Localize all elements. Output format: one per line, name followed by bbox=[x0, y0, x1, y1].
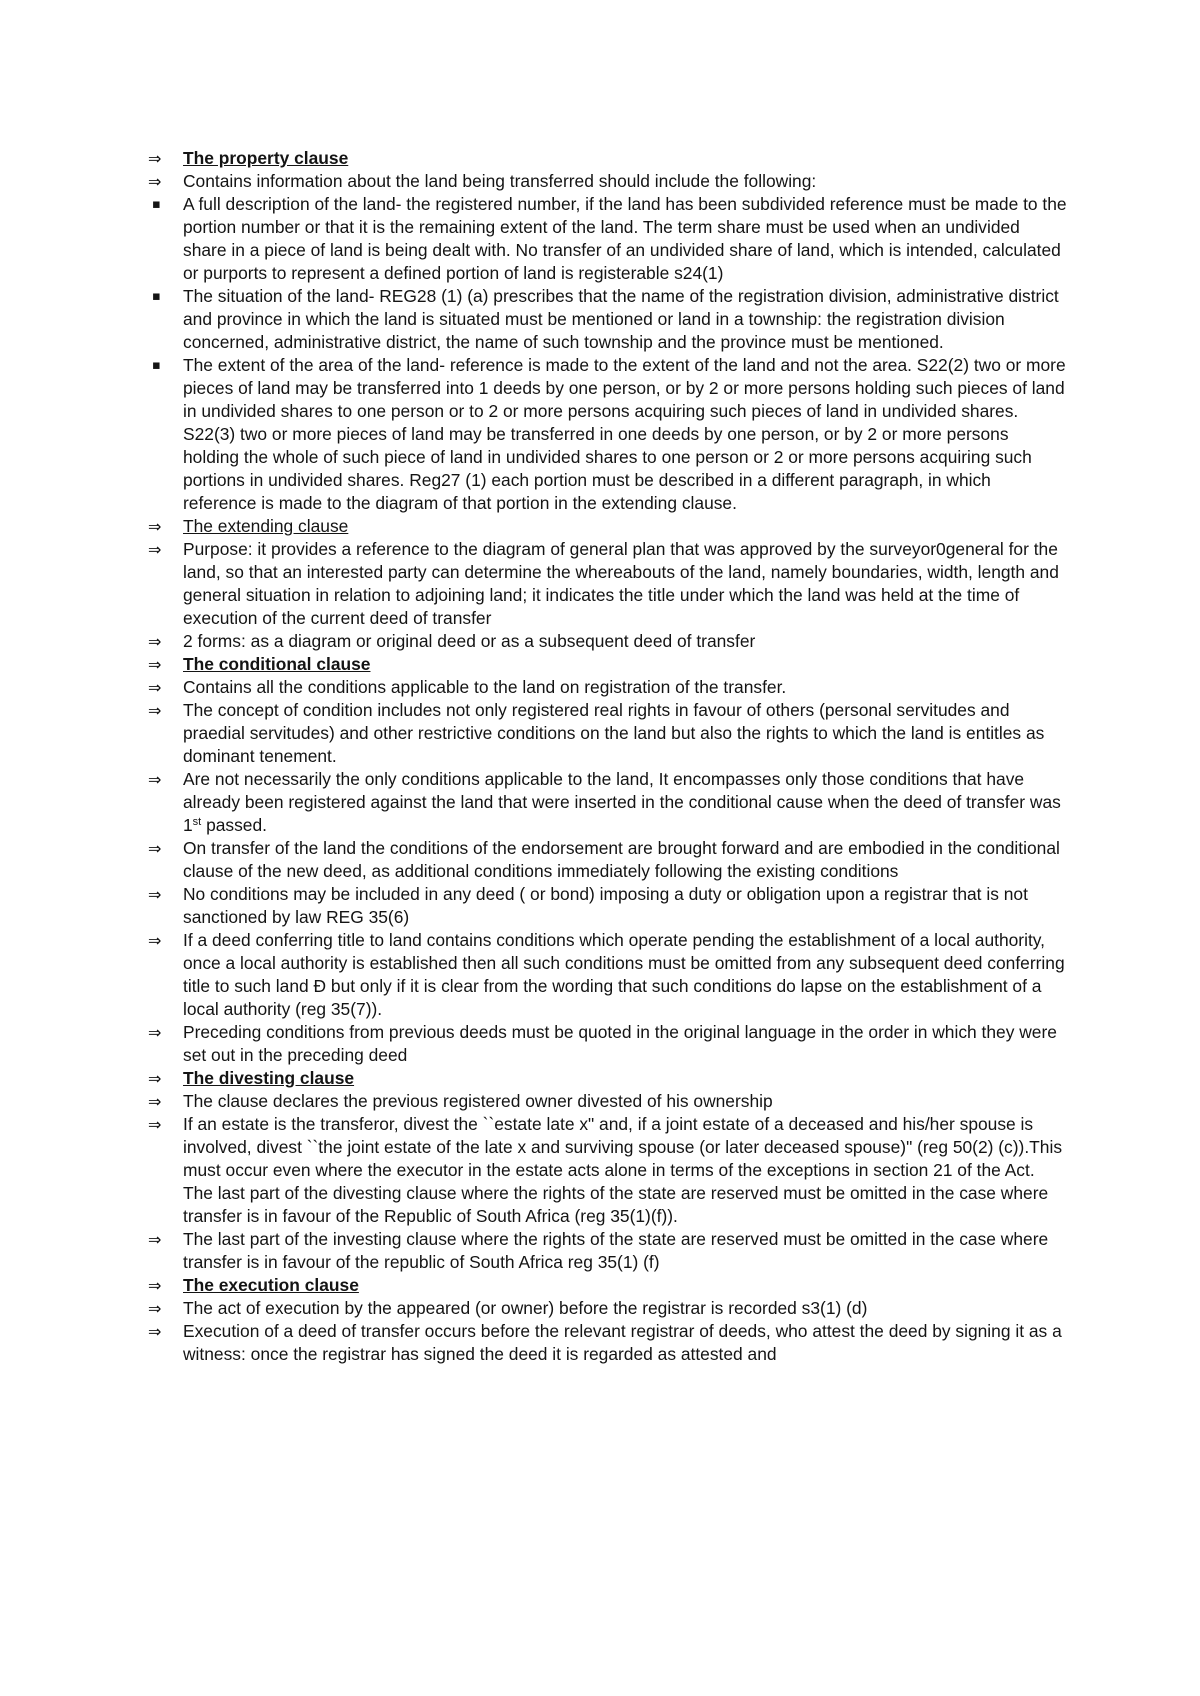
section-heading: The property clause bbox=[183, 148, 349, 168]
item-text: The last part of the investing clause where the rights of the state are reserved must be omitted in the case where transfer is in favour of the republic of South Africa reg 35(1) (f) bbox=[183, 1229, 1049, 1272]
list-item bbox=[148, 193, 1068, 285]
item-text: If a deed conferring title to land contains conditions which operate pending the establishment of a local authority, once a local authority is established then all such conditions must be omitted from any subsequent deed conferring title to such land Ð but only if it is clear from the wording that such conditions do lapse on the establishment of a local authority (reg 35(7)). bbox=[183, 930, 1065, 1019]
item-text: The act of execution by the appeared (or owner) before the registrar is recorded s3(1) (d) bbox=[183, 1298, 868, 1318]
item-text-part: passed. bbox=[201, 815, 267, 835]
document-body bbox=[148, 147, 1068, 1366]
double-arrow-icon: ⇒ bbox=[148, 172, 162, 191]
section-heading: The execution clause bbox=[183, 1275, 359, 1295]
double-arrow-icon: ⇒ bbox=[148, 632, 162, 651]
double-arrow-icon: ⇒ bbox=[148, 540, 162, 559]
item-text: Purpose: it provides a reference to the diagram of general plan that was approved by the surveyor0general for the land, so that an interested party can determine the whereabouts of the land, namely boundaries, width, length and general situation in relation to adjoining land; it indicates the title under which the land was held at the time of execution of the current deed of transfer bbox=[183, 539, 1059, 628]
list-item bbox=[148, 538, 1068, 630]
item-text: The situation of the land- REG28 (1) (a) prescribes that the name of the registration division, administrative district and province in which the land is situated must be mentioned or land in a township: the registration division concerned, administrative district, the name of such township and the province must be mentioned. bbox=[183, 286, 1059, 352]
item-text: On transfer of the land the conditions of the endorsement are brought forward and are embodied in the conditional clause of the new deed, as additional conditions immediately following the existing conditions bbox=[183, 838, 1060, 881]
list-item bbox=[148, 170, 1068, 193]
item-text: The clause declares the previous registered owner divested of his ownership bbox=[183, 1091, 773, 1111]
list-item bbox=[148, 929, 1068, 1021]
section-heading: The extending clause bbox=[183, 516, 349, 536]
double-arrow-icon: ⇒ bbox=[148, 1299, 162, 1318]
list-item bbox=[148, 1021, 1068, 1067]
item-text: Preceding conditions from previous deeds must be quoted in the original language in the order in which they were set out in the preceding deed bbox=[183, 1022, 1057, 1065]
double-arrow-icon: ⇒ bbox=[148, 1069, 162, 1088]
double-arrow-icon: ⇒ bbox=[148, 770, 162, 789]
item-text: Contains information about the land being transferred should include the following: bbox=[183, 171, 817, 191]
section-heading-item bbox=[148, 147, 1068, 170]
double-arrow-icon: ⇒ bbox=[148, 931, 162, 950]
item-text bbox=[183, 768, 1068, 837]
superscript: st bbox=[192, 816, 202, 828]
double-arrow-icon: ⇒ bbox=[148, 655, 162, 674]
double-arrow-icon: ⇒ bbox=[148, 1276, 162, 1295]
double-arrow-icon: ⇒ bbox=[148, 1230, 162, 1249]
double-arrow-icon: ⇒ bbox=[148, 1115, 162, 1134]
item-text: The concept of condition includes not only registered real rights in favour of others (personal servitudes and praedial servitudes) and other restrictive conditions on the land but also the rights to which the land is entitles as dominant tenement. bbox=[183, 700, 1045, 766]
list-item bbox=[148, 676, 1068, 699]
double-arrow-icon: ⇒ bbox=[148, 1322, 162, 1341]
list-item bbox=[148, 768, 1068, 837]
item-text: The extent of the area of the land- reference is made to the extent of the land and not the area. S22(2) two or more pieces of land may be transferred into 1 deeds by one person, or by 2 or more persons holding such pieces of land in undivided shares to one person or to 2 or more persons acquiring such pieces of land in undivided shares. S22(3) two or more pieces of land may be transferred in one deeds by one person, or by 2 or more persons holding the whole of such piece of land in undivided shares to one person or 2 or more persons acquiring such portions in undivided shares. Reg27 (1) each portion must be described in a different paragraph, in which reference is made to the diagram of that portion in the extending clause. bbox=[183, 355, 1066, 513]
double-arrow-icon: ⇒ bbox=[148, 678, 162, 697]
double-arrow-icon: ⇒ bbox=[148, 701, 162, 720]
list-item bbox=[148, 285, 1068, 354]
square-bullet-icon: ▪ bbox=[152, 358, 161, 373]
list-item bbox=[148, 1297, 1068, 1320]
list-item bbox=[148, 1228, 1068, 1274]
list-item bbox=[148, 630, 1068, 653]
square-bullet-icon: ▪ bbox=[152, 197, 161, 212]
item-text: No conditions may be included in any deed ( or bond) imposing a duty or obligation upon a registrar that is not sanctioned by law REG 35(6) bbox=[183, 884, 1028, 927]
list-item bbox=[148, 699, 1068, 768]
section-heading-item bbox=[148, 1067, 1068, 1090]
section-heading-item bbox=[148, 653, 1068, 676]
double-arrow-icon: ⇒ bbox=[148, 149, 162, 168]
item-text: A full description of the land- the registered number, if the land has been subdivided reference must be made to the portion number or that it is the remaining extent of the land. The term share must be used when an undivided share in a piece of land is being dealt with. No transfer of an undivided share of land, which is intended, calculated or purports to represent a defined portion of land is registerable s24(1) bbox=[183, 194, 1067, 283]
double-arrow-icon: ⇒ bbox=[148, 517, 162, 536]
square-bullet-icon: ▪ bbox=[152, 289, 161, 304]
list-item bbox=[148, 837, 1068, 883]
item-text: Contains all the conditions applicable to the land on registration of the transfer. bbox=[183, 677, 787, 697]
double-arrow-icon: ⇒ bbox=[148, 885, 162, 904]
list-item bbox=[148, 1320, 1068, 1366]
item-text: If an estate is the transferor, divest the ``estate late x" and, if a joint estate of a deceased and his/her spouse is involved, divest ``the joint estate of the late x and surviving spouse (or later deceased spouse)" (reg 50(2) (c)).This must occur even where the executor in the estate acts alone in terms of the exceptions in section 21 of the Act. The last part of the divesting clause where the rights of the state are reserved must be omitted in the case where transfer is in favour of the Republic of South Africa (reg 35(1)(f)). bbox=[183, 1114, 1063, 1226]
item-text-part: Are not necessarily the only conditions applicable to the land, It encompasses only those conditions that have already been registered against the land that were inserted in the conditional cause when the deed of transfer was 1 bbox=[183, 769, 1061, 835]
list-item bbox=[148, 354, 1068, 515]
item-text: 2 forms: as a diagram or original deed or as a subsequent deed of transfer bbox=[183, 631, 756, 651]
double-arrow-icon: ⇒ bbox=[148, 839, 162, 858]
section-heading-item bbox=[148, 515, 1068, 538]
double-arrow-icon: ⇒ bbox=[148, 1092, 162, 1111]
section-heading: The conditional clause bbox=[183, 654, 371, 674]
list-item bbox=[148, 1090, 1068, 1113]
item-text: Execution of a deed of transfer occurs before the relevant registrar of deeds, who attest the deed by signing it as a witness: once the registrar has signed the deed it is regarded as attested and bbox=[183, 1321, 1062, 1364]
list-item bbox=[148, 883, 1068, 929]
list-item bbox=[148, 1113, 1068, 1228]
double-arrow-icon: ⇒ bbox=[148, 1023, 162, 1042]
section-heading: The divesting clause bbox=[183, 1068, 355, 1088]
section-heading-item bbox=[148, 1274, 1068, 1297]
